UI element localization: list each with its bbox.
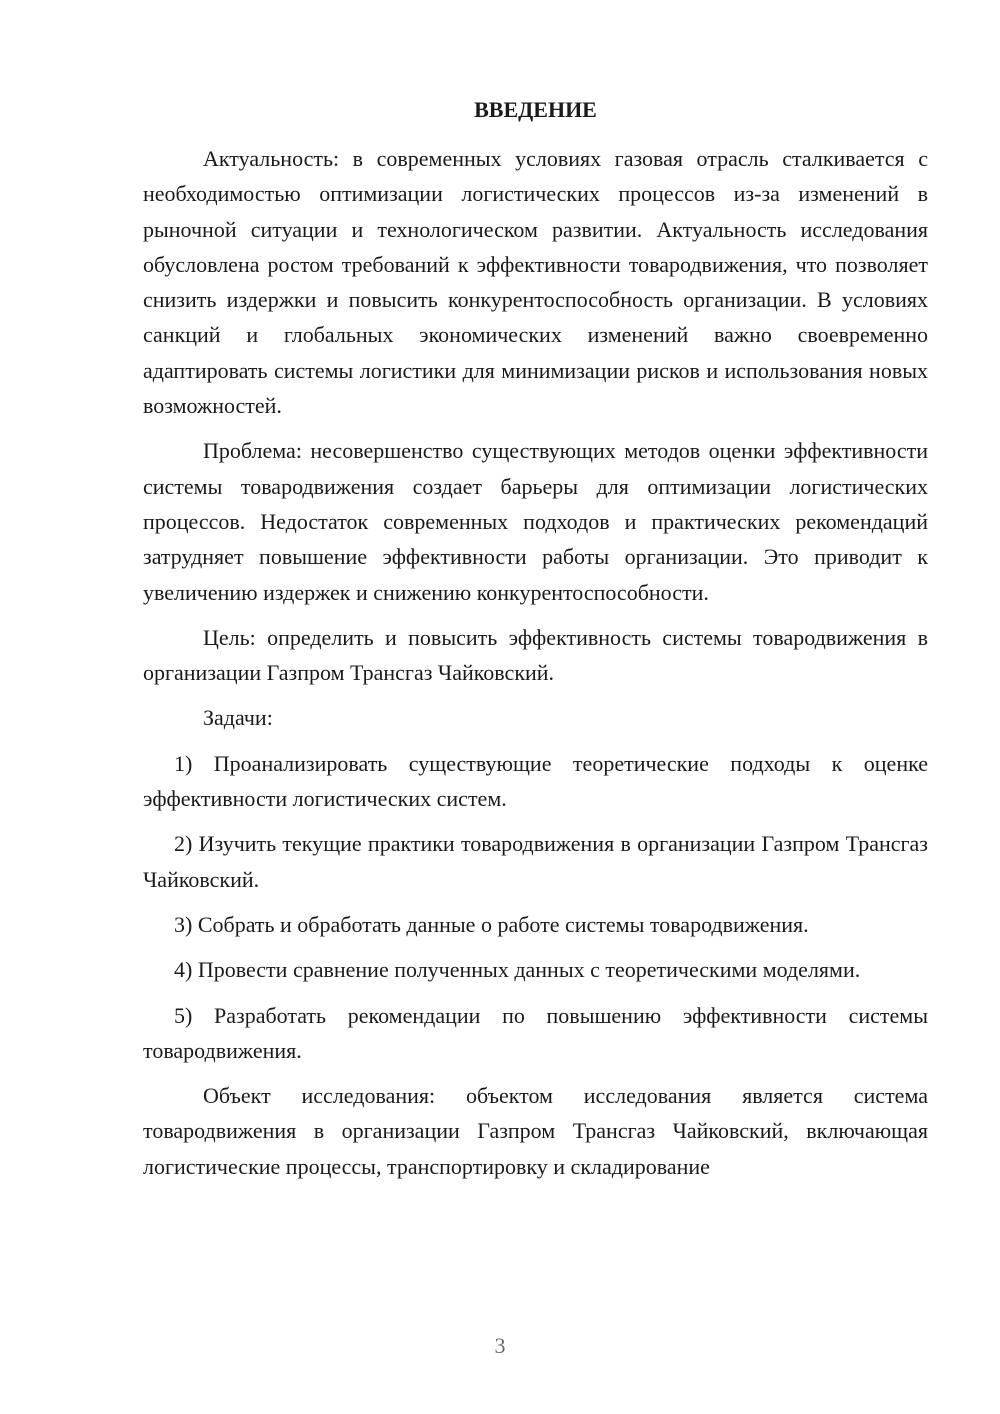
paragraph-object: Объект исследования: объектом исследования является система товародвижения в организации Газпром Трансгаз Чайковский, включающая логистические процессы, транспортировку и складирование (143, 1083, 928, 1179)
page-content (143, 92, 928, 1184)
page-number: 3 (494, 1333, 506, 1358)
paragraph-relevance: Актуальность: в современных условиях газовая отрасль сталкивается с необходимостью оптимизации логистических процессов из-за изменений в рыночной ситуации и технологическом развитии. Актуальность исследования обусловлена ростом требований к эффективности товародвижения, что позволяет снизить издержки и повысить конкурентоспособность организации. В условиях санкций и глобальных экономических изменений важно своевременно адаптировать системы логистики для минимизации рисков и использования новых возможностей. (143, 146, 928, 419)
task-item-3: 3) Собрать и обработать данные о работе системы товародвижения. (174, 911, 809, 937)
task-item-1: 1) Проанализировать существующие теоретические подходы к оценке эффективности логистических систем. (143, 750, 928, 812)
paragraph-goal: Цель: определить и повысить эффективность системы товародвижения в организации Газпром Трансгаз Чайковский. (143, 624, 928, 686)
section-title: ВВЕДЕНИЕ (474, 97, 597, 122)
paragraph-problem: Проблема: несовершенство существующих методов оценки эффективности системы товародвижения создает барьеры для оптимизации логистических процессов. Недостаток современных подходов и практических рекомендаций затрудняет повышение эффективности работы организации. Это приводит к увеличению издержек и снижению конкурентоспособности. (143, 438, 928, 605)
task-item-5: 5) Разработать рекомендации по повышению эффективности системы товародвижения. (143, 1002, 928, 1063)
task-item-2: 2) Изучить текущие практики товародвижения в организации Газпром Трансгаз Чайковский. (143, 831, 928, 892)
paragraph-tasks-heading: Задачи: (203, 705, 273, 731)
task-item-4: 4) Провести сравнение полученных данных с теоретическими моделями. (174, 957, 861, 983)
